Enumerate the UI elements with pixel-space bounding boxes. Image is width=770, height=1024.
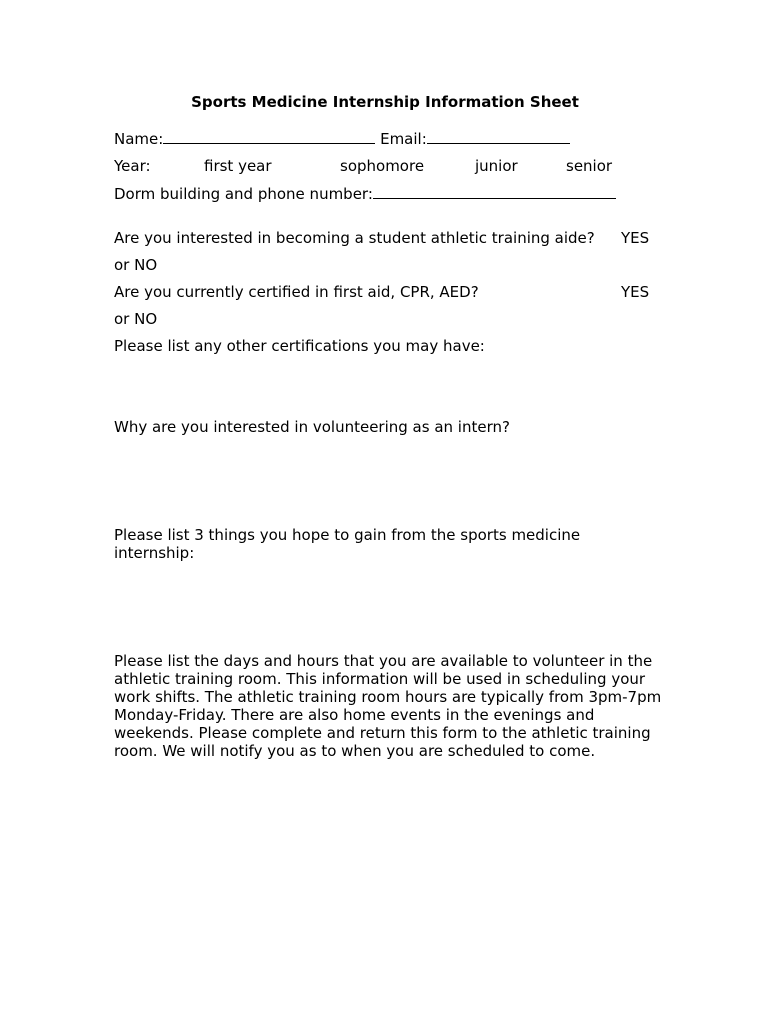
page-title: Sports Medicine Internship Information Sheet bbox=[191, 93, 579, 111]
certified-no-option[interactable]: or NO bbox=[114, 310, 158, 328]
email-label: Email: bbox=[380, 130, 427, 148]
availability-prompt: Please list the days and hours that you are available to volunteer in the athletic training room. This information will be used in scheduling your work shifts. The athletic training room hours are typically from 3pm-7pm Monday-Friday. There are also home events in the evenings and weekends. Please complete and return this form to the athletic training room. We will notify you as to when you are scheduled to come. bbox=[114, 652, 662, 760]
year-option-sophomore[interactable]: sophomore bbox=[340, 157, 425, 175]
dorm-label: Dorm building and phone number: bbox=[114, 185, 373, 203]
name-field[interactable] bbox=[163, 129, 375, 144]
year-option-first-year[interactable]: first year bbox=[204, 157, 272, 175]
name-label: Name: bbox=[114, 130, 164, 148]
certified-yes-option[interactable]: YES bbox=[621, 283, 650, 301]
aide-question: Are you interested in becoming a student athletic training aide? bbox=[114, 229, 595, 247]
dorm-field[interactable] bbox=[373, 184, 616, 199]
three-things-prompt: Please list 3 things you hope to gain from the sports medicine internship: bbox=[114, 526, 581, 562]
certified-question: Are you currently certified in first aid, CPR, AED? bbox=[114, 283, 479, 301]
year-option-junior[interactable]: junior bbox=[475, 157, 518, 175]
email-field[interactable] bbox=[427, 129, 570, 144]
dorm-row bbox=[114, 184, 616, 203]
aide-yes-option[interactable]: YES bbox=[621, 229, 650, 247]
year-option-senior[interactable]: senior bbox=[566, 157, 613, 175]
aide-no-option[interactable]: or NO bbox=[114, 256, 158, 274]
why-intern-prompt: Why are you interested in volunteering as an intern? bbox=[114, 418, 510, 436]
year-label: Year: bbox=[114, 157, 151, 175]
other-certifications-prompt: Please list any other certifications you may have: bbox=[114, 337, 485, 355]
name-email-row bbox=[114, 129, 570, 148]
